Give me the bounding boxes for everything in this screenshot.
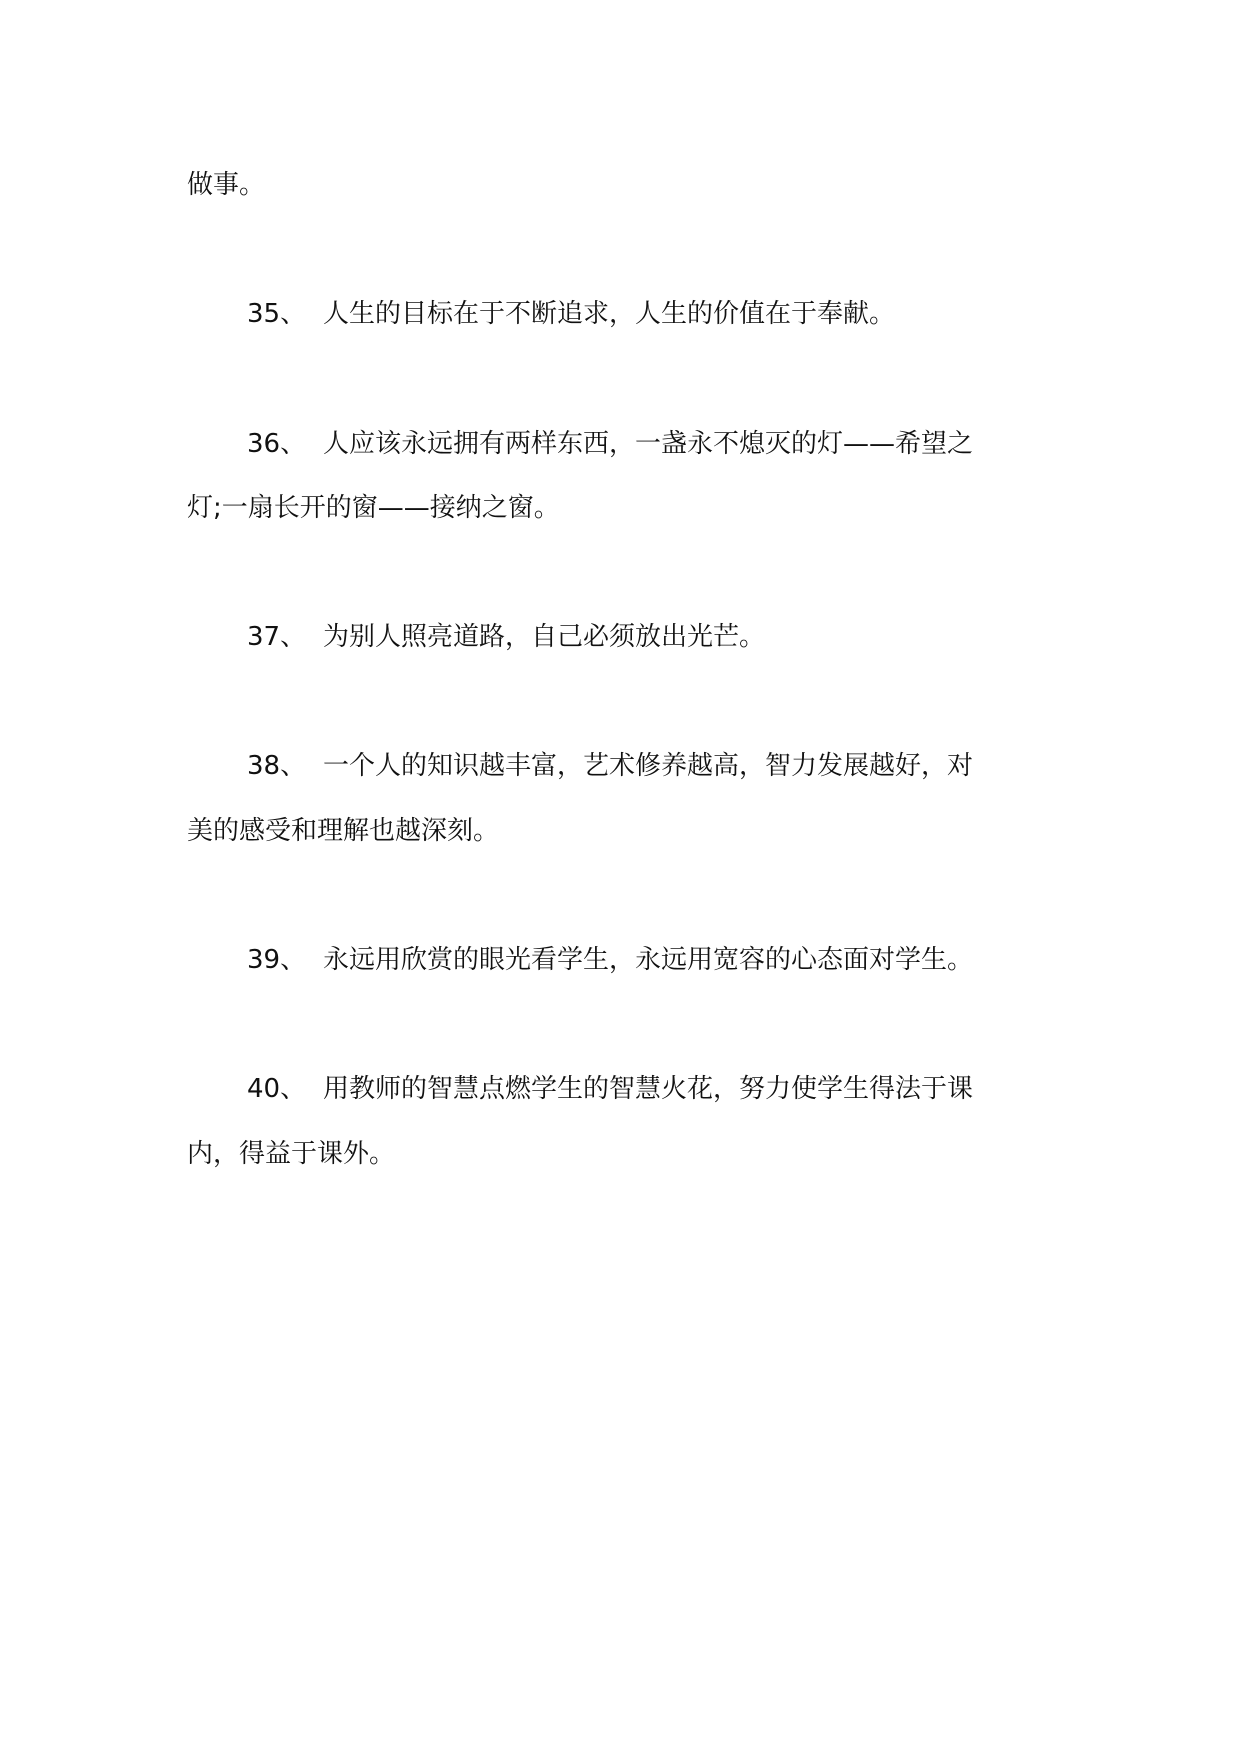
item-number: 38、 <box>247 751 307 781</box>
quote-36 <box>247 429 973 459</box>
line-text: 为别人照亮道路，自己必须放出光芒。 <box>323 622 766 652</box>
line-text: 内，得益于课外。 <box>187 1139 396 1169</box>
line-text: 美的感受和理解也越深刻。 <box>187 816 500 846</box>
quote-40 <box>247 1074 973 1104</box>
line-text: 永远用欣赏的眼光看学生，永远用宽容的心态面对学生。 <box>323 945 974 975</box>
item-number: 40、 <box>247 1074 307 1104</box>
line-text: 做事。 <box>187 170 266 200</box>
quote-39 <box>247 945 973 975</box>
line-text: 人生的目标在于不断追求，人生的价值在于奉献。 <box>323 299 896 329</box>
item-number: 39、 <box>247 945 307 975</box>
quote-37 <box>247 622 765 652</box>
line-text: 人应该永远拥有两样东西，一盏永不熄灭的灯——希望之 <box>323 429 974 459</box>
quote-36-continuation <box>187 493 560 523</box>
quote-35 <box>247 299 895 329</box>
item-number: 35、 <box>247 299 307 329</box>
item-number: 36、 <box>247 429 307 459</box>
quote-40-continuation <box>187 1139 395 1169</box>
line-text: 一个人的知识越丰富，艺术修养越高，智力发展越好，对 <box>323 751 974 781</box>
quote-38-continuation <box>187 816 499 846</box>
item-number: 37、 <box>247 622 307 652</box>
text-line-continuation <box>187 170 265 200</box>
line-text: 用教师的智慧点燃学生的智慧火花，努力使学生得法于课 <box>323 1074 974 1104</box>
quote-38 <box>247 751 973 781</box>
line-text: 灯;一扇长开的窗——接纳之窗。 <box>187 493 560 523</box>
